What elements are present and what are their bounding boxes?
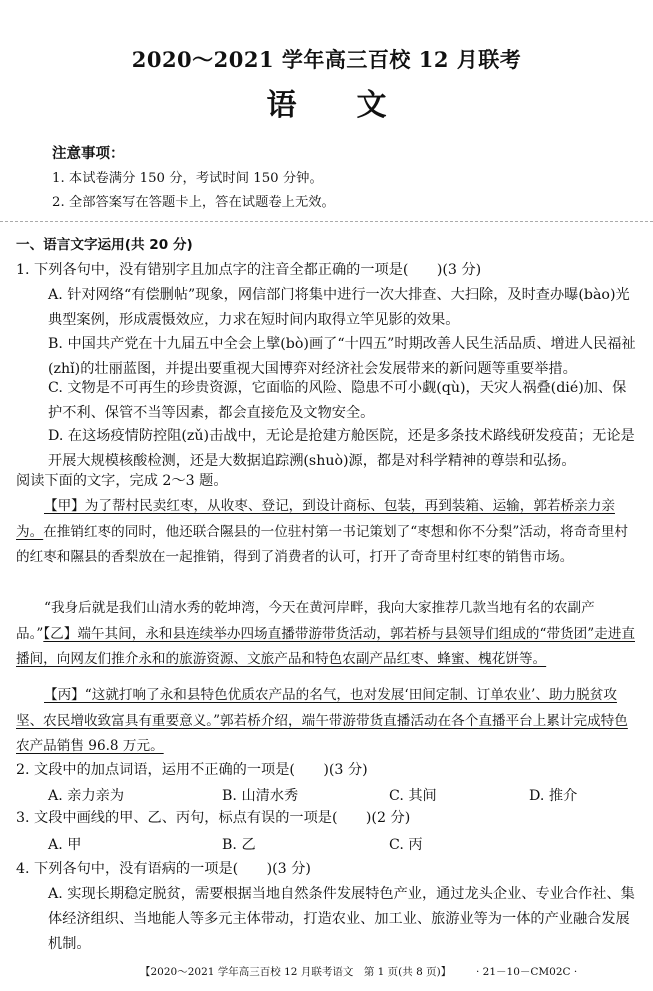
question-3-stem: 3. 文段中画线的甲、乙、丙句，标点有误的一项是( )(2 分) bbox=[16, 810, 411, 826]
passage-paragraph-2-quote: “我身后就是我们山清水秀的乾坤湾，今天在黄河岸畔，我向大家推荐几款当地有名的农副产品。” bbox=[16, 600, 595, 642]
reading-intro: 阅读下面的文字，完成 2～3 题。 bbox=[16, 473, 228, 489]
question-2-option-a: A. 亲力亲为 bbox=[48, 788, 125, 804]
note-item-1: 1. 本试卷满分 150 分，考试时间 150 分钟。 bbox=[52, 171, 323, 186]
question-3-option-c: C. 丙 bbox=[389, 837, 423, 853]
exam-title: 2020～2021 学年高三百校 12 月联考 bbox=[131, 47, 522, 72]
question-2-stem: 2. 文段中的加点词语，运用不正确的一项是( )(3 分) bbox=[16, 762, 368, 778]
question-1-option-d: D. 在这场疫情防控阻(zǔ)击战中，无论是抢建方舱医院，还是多条技术路线研发疫苗；无论是开展大规模核酸检测，还是大数据追踪溯(shuò)源，都是对科学精神的尊崇和弘扬。 bbox=[48, 428, 635, 469]
question-3-option-b: B. 乙 bbox=[222, 837, 256, 853]
subject-title: 语文 bbox=[266, 88, 447, 123]
footer-page-info: 【2020～2021 学年高三百校 12 月联考语文 第 1 页(共 8 页)】 bbox=[140, 966, 446, 978]
section-divider bbox=[0, 221, 653, 222]
question-1-option-b: B. 中国共产党在十九届五中全会上擘(bò)画了“十四五”时期改善人民生活品质、增进人民福祉(zhǐ)的壮丽蓝图，并提出要重视大国博弈对经济社会发展带来的新问题等重要举措。 bbox=[48, 336, 636, 377]
question-3-option-a: A. 甲 bbox=[48, 837, 82, 853]
page-footer bbox=[140, 964, 650, 979]
question-2-option-c: C. 其间 bbox=[389, 788, 437, 804]
sentence-bing: 【丙】“这就打响了永和县特色优质农产品的名气，也对发展‘田间定制、订单农业’、助力脱贫攻坚、农民增收致富具有重要意义。”郭若桥介绍，端午带游带货直播活动在各个直播平台上累计完成特色农产品销售 96.8 万元。 bbox=[16, 687, 628, 754]
passage-paragraph-3 bbox=[16, 683, 641, 760]
question-2-option-d: D. 推介 bbox=[529, 788, 578, 804]
question-4-stem: 4. 下列各句中，没有语病的一项是( )(3 分) bbox=[16, 861, 311, 877]
section-1-heading: 一、语言文字运用(共 20 分) bbox=[16, 237, 193, 253]
question-1-option-c: C. 文物是不可再生的珍贵资源，它面临的风险、隐患不可小觑(qù)，天灾人祸叠(dié)加、保护不利、保管不当等因素，都会直接危及文物安全。 bbox=[48, 380, 627, 421]
passage-paragraph-2 bbox=[16, 596, 641, 673]
passage-paragraph-1-rest: 在推销红枣的同时，他还联合隰县的一位驻村第一书记策划了“枣想和你不分梨”活动，将奇奇里村的红枣和隰县的香梨放在一起推销，得到了消费者的认可，打开了奇奇里村红枣的销售市场。 bbox=[16, 523, 629, 565]
note-item-2: 2. 全部答案写在答题卡上，答在试题卷上无效。 bbox=[52, 195, 335, 210]
question-4-option-a: A. 实现长期稳定脱贫，需要根据当地自然条件发展特色产业，通过龙头企业、专业合作社、集体经济组织、当地能人等多元主体带动，打造农业、加工业、旅游业等为一体的产业融合发展机制。 bbox=[48, 886, 635, 952]
sentence-jia: 【甲】为了帮村民卖红枣，从收枣、登记，到设计商标、包装，再到装箱、运输，郭若桥亲力亲为。 bbox=[16, 498, 615, 540]
notes-heading: 注意事项： bbox=[52, 146, 125, 162]
passage-paragraph-1 bbox=[16, 494, 641, 571]
question-1-option-a: A. 针对网络“有偿删帖”现象，网信部门将集中进行一次大排查、大扫除，及时查办曝(bào)光典型案例，形成震慑效应，力求在短时间内取得立竿见影的效果。 bbox=[48, 287, 630, 328]
question-2-option-b: B. 山清水秀 bbox=[222, 788, 299, 804]
question-1-stem: 1. 下列各句中，没有错别字且加点字的注音全都正确的一项是( )(3 分) bbox=[16, 262, 482, 278]
footer-exam-code: · 21－10－CM02C · bbox=[475, 966, 578, 978]
sentence-yi: 【乙】端午其间，永和县连续举办四场直播带游带货活动，郭若桥与县领导们组成的“带货团”走进直播间，向网友们推介永和的旅游资源、文旅产品和特色农副产品红枣、蜂蜜、槐花饼等。 bbox=[16, 625, 635, 667]
